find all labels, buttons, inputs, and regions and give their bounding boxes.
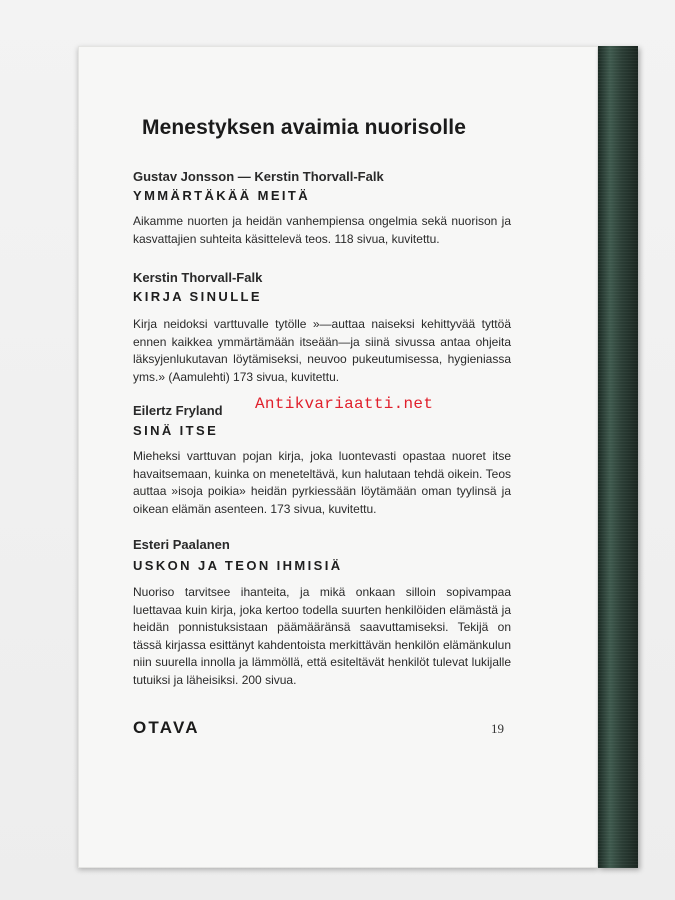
- book-2-description: Kirja neidoksi varttuvalle tytölle »—auttaa naiseksi kehittyvää tyttöä ennen kaikkea ymmärtämään itseään—ja siinä sivussa antaa ohjeita läksyjenlukutavan löytämiseksi, neuvoo pukeutumisessa, hygieniassa yms.» (Aamulehti) 173 sivua, kuvitettu.: [133, 317, 511, 384]
- book-1-description: Aikamme nuorten ja heidän vanhempiensa ongelmia sekä nuorison ja kasvattajien suhteita käsittelevä teos. 118 sivua, kuvitettu.: [133, 214, 511, 246]
- publisher-logo: OTAVA: [133, 718, 200, 737]
- book-3-author: Eilertz Fryland: [133, 403, 223, 418]
- spine-texture: [598, 46, 638, 868]
- book-2-title: KIRJA SINULLE: [133, 289, 262, 304]
- cover-heading: Menestyksen avaimia nuorisolle: [142, 116, 466, 139]
- book-1-author: Gustav Jonsson — Kerstin Thorvall-Falk: [133, 169, 384, 184]
- book-4-title: USKON JA TEON IHMISIÄ: [133, 558, 343, 573]
- book-4-author: Esteri Paalanen: [133, 537, 230, 552]
- book-4-description: Nuoriso tarvitsee ihanteita, ja mikä onkaan silloin sopivampaa luettavaa kuin kirja, joka kertoo todella suurten henkilöiden elämästä ja heidän ponnistuksistaan päämääränsä saavuttamiseksi. Tekijä on tässä kirjassa esittänyt kahdentoista merkittävän henkilön elämänkulun niin suurella innolla ja lämmöllä, että esiteltävät henkilöt tulevat lukijalle tutuiksi ja läheisiksi. 200 sivua.: [133, 585, 511, 687]
- cover-page: [78, 46, 598, 868]
- page-number: 19: [491, 721, 504, 736]
- book-1-title: YMMÄRTÄKÄÄ MEITÄ: [133, 188, 311, 203]
- book-2-author: Kerstin Thorvall-Falk: [133, 270, 263, 285]
- book-3-description: Mieheksi varttuvan pojan kirja, joka luontevasti opastaa nuoret itse havaitsemaan, kuinka on meneteltävä, kun halutaan tehdä oikein. Teos auttaa »isoja poikia» heidän pyrkiessään löytämään oman tyylinsä ja oikean elämän asenteen. 173 sivua, kuvitettu.: [133, 449, 511, 516]
- book-back-cover: [78, 46, 638, 868]
- watermark-text: Antikvariaatti.net: [255, 395, 434, 413]
- book-3-title: SINÄ ITSE: [133, 423, 219, 438]
